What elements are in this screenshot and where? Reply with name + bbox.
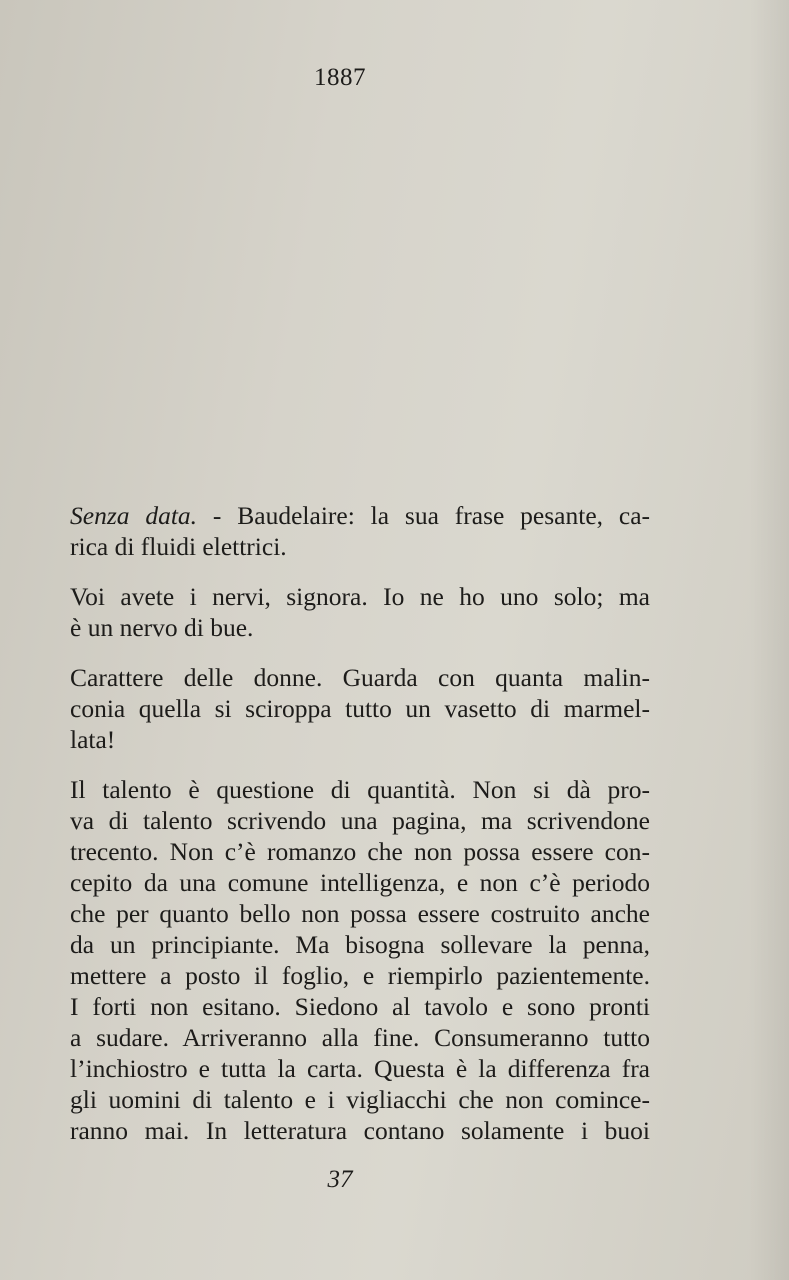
paragraph-4 (70, 774, 650, 1146)
text-line: da un principiante. Ma bisogna sollevare la penna, (70, 930, 650, 959)
text-line: è un nervo di bue. (70, 613, 254, 642)
page-number: 37 (327, 1166, 353, 1193)
paragraph-1 (70, 500, 650, 562)
page-edge-shadow (749, 0, 789, 1280)
text-line: lata! (70, 725, 116, 754)
running-head: 1887 (314, 64, 366, 91)
text-line: rica di fluidi elettrici. (70, 532, 287, 561)
text-line: l’inchiostro e tutta la carta. Questa è la differenza fra (70, 1054, 650, 1083)
text-line: mettere a posto il foglio, e riempirlo pazientemente. (70, 961, 650, 990)
text-line: gli uomini di talento e i vigliacchi che non comince- (70, 1085, 650, 1114)
text-line: Voi avete i nervi, signora. Io ne ho uno solo; ma (70, 582, 650, 611)
text-line: I forti non esitano. Siedono al tavolo e sono pronti (70, 992, 650, 1021)
text-line: Il talento è questione di quantità. Non si dà pro- (70, 775, 650, 804)
text-line: Carattere delle donne. Guarda con quanta malin- (70, 663, 650, 692)
text-line: va di talento scrivendo una pagina, ma scrivendone (70, 806, 650, 835)
text-line: trecento. Non c’è romanzo che non possa essere con- (70, 837, 650, 866)
text-line (70, 500, 650, 531)
line-text: - Baudelaire: la sua frase pesante, ca- (197, 501, 650, 530)
text-line: cepito da una comune intelligenza, e non c’è periodo (70, 868, 650, 897)
text-line: ranno mai. In letteratura contano solamente i buoi (70, 1116, 650, 1145)
italic-lead: Senza data. (70, 501, 198, 530)
paragraph-3 (70, 662, 650, 755)
paragraph-2 (70, 581, 650, 643)
text-line: a sudare. Arriveranno alla fine. Consumeranno tutto (70, 1023, 650, 1052)
text-line: conia quella si sciroppa tutto un vasetto di marmel- (70, 694, 650, 723)
body-text (70, 500, 650, 1165)
text-line: che per quanto bello non possa essere costruito anche (70, 899, 650, 928)
